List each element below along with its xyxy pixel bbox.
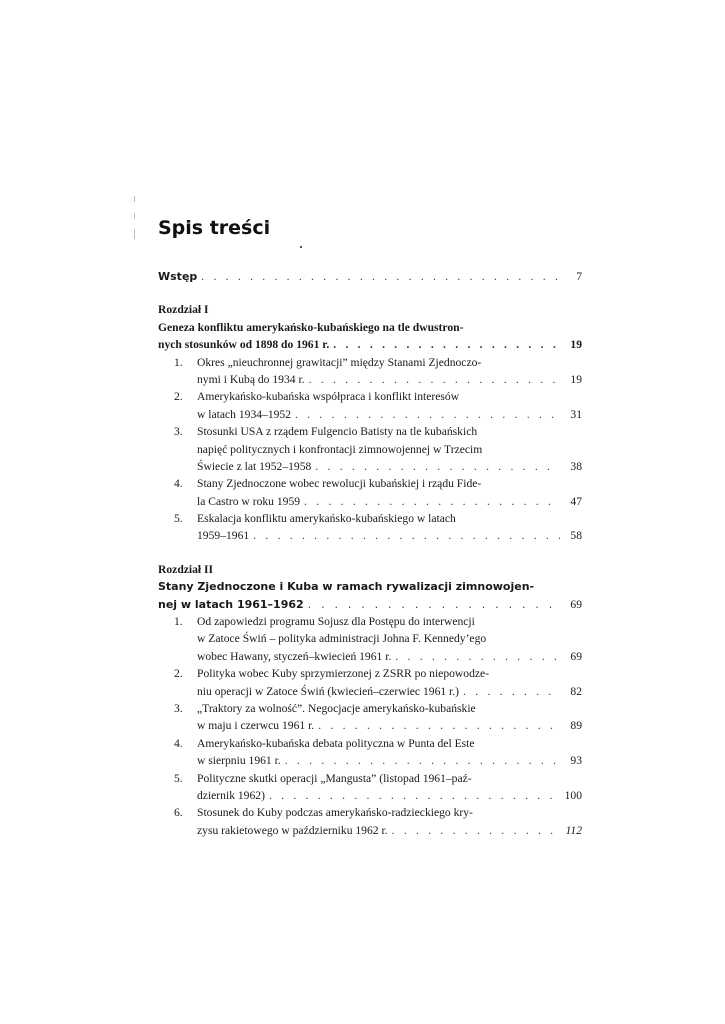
leader-dots (318, 717, 560, 734)
section-line: Eskalacja konfliktu amerykańsko-kubańskiego w latach (197, 512, 456, 526)
leader-dots (309, 371, 560, 388)
section-list (158, 613, 582, 839)
section-entry[interactable] (174, 475, 582, 510)
section-page: 31 (570, 407, 582, 421)
section-line: zysu rakietowego w październiku 1962 r. (197, 823, 388, 837)
leader-dots (308, 596, 560, 613)
section-line: la Castro w roku 1959 (197, 494, 301, 508)
section-page: 19 (570, 372, 582, 386)
section-line: „Traktory za wolność”. Negocjacje amerykańsko-kubańskie (197, 701, 476, 715)
stray-dot (300, 246, 302, 248)
section-line: Stosunki USA z rządem Fulgencio Batisty na tle kubańskich (197, 425, 478, 439)
section-page: 93 (570, 754, 582, 768)
chapter-label: Rozdział II (158, 562, 214, 576)
section-entry[interactable] (174, 804, 582, 839)
section-line: niu operacji w Zatoce Świń (kwiecień–czerwiec 1961 r.) (197, 684, 460, 698)
scan-edge-mark (134, 213, 135, 219)
leader-dots (253, 527, 560, 544)
section-line: Okres „nieuchronnej grawitacji” między Stanami Zjednoczo- (197, 355, 482, 369)
section-line: Od zapowiedzi programu Sojusz dla Postępu do interwencji (197, 615, 475, 629)
section-number: 2. (174, 390, 183, 404)
section-entry[interactable] (174, 735, 582, 770)
section-line: Świecie z lat 1952–1958 (197, 459, 312, 473)
chapter-title-last-line[interactable] (158, 596, 582, 613)
leader-dots (463, 683, 560, 700)
chapter-title-line: nej w latach 1961–1962 (158, 597, 304, 611)
section-line: w latach 1934–1952 (197, 407, 292, 421)
section-entry[interactable] (174, 510, 582, 545)
section-page: 47 (570, 494, 582, 508)
section-number: 3. (174, 425, 183, 439)
page-title: Spis treści (158, 217, 271, 239)
leader-dots (201, 268, 560, 285)
leader-dots (295, 406, 560, 423)
chapter-title-line[interactable]: Geneza konfliktu amerykańsko-kubańskiego na tle dwustron- (158, 320, 464, 334)
section-page: 100 (564, 788, 582, 802)
scan-edge-mark (134, 196, 135, 202)
section-line: nymi i Kubą do 1934 r. (197, 372, 305, 386)
section-line: Amerykańsko-kubańska współpraca i konflikt interesów (197, 390, 460, 404)
section-number: 1. (174, 615, 183, 629)
scan-edge-mark (134, 229, 135, 239)
chapter-page: 19 (570, 338, 582, 352)
section-line: Polityczne skutki operacji „Mangusta” (listopad 1961–paź- (197, 771, 472, 785)
section-line: w Zatoce Świń – polityka administracji Johna F. Kennedy’ego (197, 632, 487, 646)
section-number: 2. (174, 667, 183, 681)
section-number: 6. (174, 806, 183, 820)
section-page: 82 (570, 684, 582, 698)
section-number: 1. (174, 355, 183, 369)
leader-dots (285, 752, 560, 769)
leader-dots (333, 336, 560, 353)
section-line: Stosunek do Kuby podczas amerykańsko-radzieckiego kry- (197, 806, 473, 820)
leader-dots (315, 458, 560, 475)
section-line: w sierpniu 1961 r. (197, 754, 281, 768)
section-page: 58 (570, 529, 582, 543)
section-entry[interactable] (174, 700, 582, 735)
section-number: 3. (174, 701, 183, 715)
section-page: 112 (565, 823, 582, 837)
toc-entry-intro[interactable] (158, 268, 582, 285)
chapter-title-line: nych stosunków od 1898 do 1961 r. (158, 338, 330, 352)
section-line: napięć politycznych i konfrontacji zimnowojennej w Trzecim (197, 442, 483, 456)
chapter-label: Rozdział I (158, 303, 209, 317)
section-line: Polityka wobec Kuby sprzymierzonej z ZSRR po niepowodze- (197, 667, 490, 681)
section-page: 69 (570, 649, 582, 663)
chapter-title-last-line[interactable] (158, 336, 582, 353)
toc-intro-page: 7 (576, 270, 582, 283)
table-of-contents (158, 268, 582, 839)
leader-dots (304, 493, 560, 510)
section-line: Stany Zjednoczone wobec rewolucji kubańskiej i rządu Fide- (197, 477, 482, 491)
section-number: 5. (174, 771, 183, 785)
section-page: 38 (570, 459, 582, 473)
section-entry[interactable] (174, 770, 582, 805)
leader-dots (392, 822, 560, 839)
section-line: Amerykańsko-kubańska debata polityczna w Punta del Este (197, 736, 475, 750)
section-line: wobec Hawany, styczeń–kwiecień 1961 r. (197, 649, 392, 663)
section-number: 4. (174, 477, 183, 491)
section-entry[interactable] (174, 354, 582, 389)
section-line: w maju i czerwcu 1961 r. (197, 719, 315, 733)
section-line: 1959–1961 (197, 529, 250, 543)
section-line: dziernik 1962) (197, 788, 265, 802)
section-number: 4. (174, 736, 183, 750)
leader-dots (269, 787, 560, 804)
section-entry[interactable] (174, 423, 582, 475)
section-entry[interactable] (174, 388, 582, 423)
chapter-title-line[interactable]: Stany Zjednoczone i Kuba w ramach rywalizacji zimnowojen- (158, 580, 535, 594)
section-entry[interactable] (174, 613, 582, 665)
chapter-page: 69 (570, 597, 582, 611)
section-page: 89 (570, 719, 582, 733)
section-list (158, 354, 582, 545)
toc-intro-label: Wstęp (158, 270, 198, 283)
section-number: 5. (174, 512, 183, 526)
leader-dots (395, 648, 560, 665)
section-entry[interactable] (174, 665, 582, 700)
